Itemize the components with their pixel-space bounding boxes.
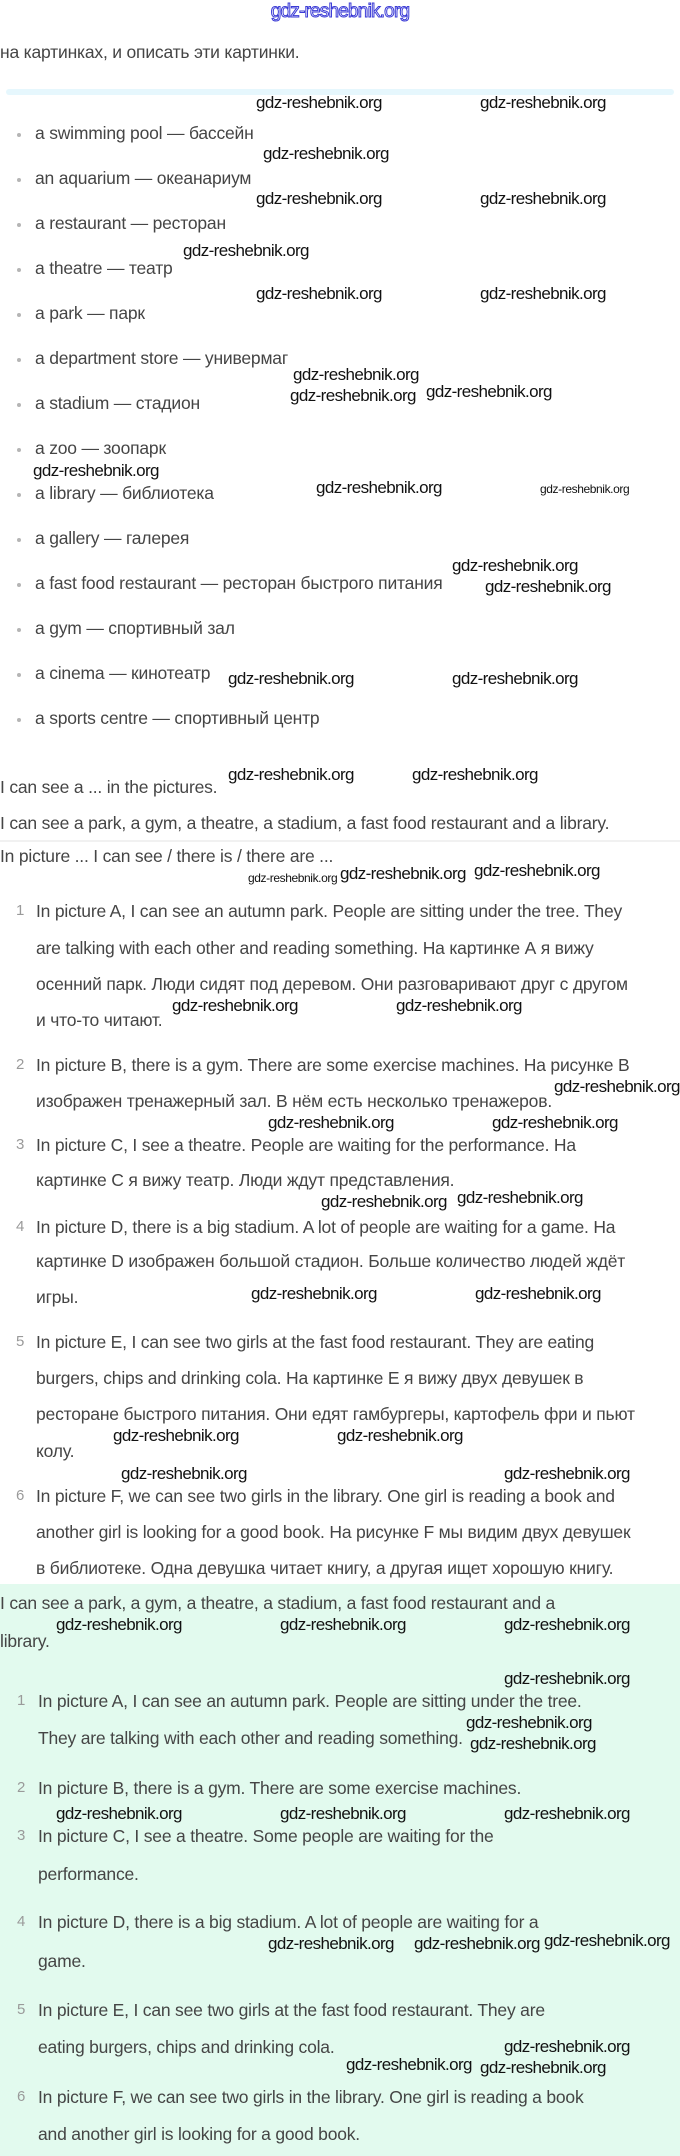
watermark: gdz-reshebnik.org: [280, 1804, 406, 1823]
watermark: gdz-reshebnik.org: [316, 478, 442, 497]
watermark: gdz-reshebnik.org: [256, 93, 382, 112]
vocabulary-item: a library — библиотека: [35, 483, 214, 503]
answer-summary-line: I can see a park, a gym, a theatre, a stadium, a fast food restaurant and a: [0, 1593, 556, 1613]
item-number: 3: [17, 1827, 26, 1844]
bullet-icon: [17, 313, 21, 317]
watermark: gdz-reshebnik.org: [554, 1077, 680, 1096]
task2-item-line: In picture A, I can see an autumn park. People are sitting under the tree. They: [36, 901, 623, 921]
answer-item-line: In picture C, I see a theatre. Some people are waiting for the: [38, 1826, 494, 1846]
watermark: gdz-reshebnik.org: [540, 482, 630, 496]
answer-item-line: In picture B, there is a gym. There are some exercise machines.: [38, 1778, 522, 1798]
item-number: 2: [16, 1056, 25, 1073]
task2-item-line: burgers, chips and drinking cola. На картинке Е я вижу двух девушек в: [36, 1368, 584, 1388]
watermark: gdz-reshebnik.org: [504, 1804, 630, 1823]
item-number: 3: [16, 1136, 25, 1153]
vocabulary-item: a swimming pool — бассейн: [35, 123, 254, 143]
answer-item-line: In picture D, there is a big stadium. A lot of people are waiting for a: [38, 1912, 539, 1932]
bullet-icon: [17, 583, 21, 587]
watermark: gdz-reshebnik.org: [504, 1464, 630, 1483]
watermark: gdz-reshebnik.org: [470, 1734, 596, 1753]
bullet-icon: [17, 403, 21, 407]
watermark: gdz-reshebnik.org: [113, 1426, 239, 1445]
task2-item-line: another girl is looking for a good book. На рисунке F мы видим двух девушек: [36, 1522, 631, 1542]
vocabulary-item: a gym — спортивный зал: [35, 618, 235, 638]
vocabulary-item: a theatre — театр: [35, 258, 173, 278]
intro-text: на картинках, и описать эти картинки.: [0, 42, 300, 62]
answer-summary-line: library.: [0, 1631, 50, 1651]
watermark: gdz-reshebnik.org: [474, 861, 600, 880]
bullet-icon: [17, 223, 21, 227]
watermark: gdz-reshebnik.org: [268, 1934, 394, 1953]
watermark: gdz-reshebnik.org: [544, 1931, 670, 1950]
divider: [0, 840, 680, 842]
watermark: gdz-reshebnik.org: [183, 241, 309, 260]
item-number: 6: [16, 1487, 25, 1504]
watermark: gdz-reshebnik.org: [480, 189, 606, 208]
task2-item-line: картинке D изображен большой стадион. Больше количество людей ждёт: [36, 1251, 626, 1271]
item-number: 4: [17, 1913, 26, 1930]
watermark: gdz-reshebnik.org: [480, 93, 606, 112]
answer-item-line: eating burgers, chips and drinking cola.: [38, 2037, 335, 2057]
watermark: gdz-reshebnik.org: [340, 864, 466, 883]
vocabulary-item: a restaurant — ресторан: [35, 213, 226, 233]
item-number: 6: [17, 2088, 26, 2105]
vocabulary-item: a stadium — стадион: [35, 393, 200, 413]
watermark: gdz-reshebnik.org: [396, 996, 522, 1015]
watermark: gdz-reshebnik.org: [33, 461, 159, 480]
watermark: gdz-reshebnik.org: [268, 1113, 394, 1132]
item-number: 5: [17, 2001, 26, 2018]
watermark: gdz-reshebnik.org: [480, 284, 606, 303]
vocabulary-item: an aquarium — океанариум: [35, 168, 252, 188]
task2-item-line: ресторане быстрого питания. Они едят гамбургеры, картофель фри и пьют: [36, 1404, 635, 1424]
answer-item-line: In picture F, we can see two girls in the library. One girl is reading a book: [38, 2087, 584, 2107]
bullet-icon: [17, 628, 21, 632]
watermark: gdz-reshebnik.org: [426, 382, 552, 401]
task2-item-line: картинке С я вижу театр. Люди ждут представления.: [36, 1170, 455, 1190]
bullet-icon: [17, 673, 21, 677]
watermark: gdz-reshebnik.org: [280, 1615, 406, 1634]
watermark: gdz-reshebnik.org: [492, 1113, 618, 1132]
answer-item-line: They are talking with each other and reading something.: [38, 1728, 463, 1748]
task2-item-line: In picture D, there is a big stadium. A lot of people are waiting for a game. На: [36, 1217, 616, 1237]
vocabulary-item: a gallery — галерея: [35, 528, 190, 548]
task1-prompt: I can see a ... in the pictures.: [0, 777, 218, 797]
vocabulary-item: a fast food restaurant — ресторан быстрого питания: [35, 573, 443, 593]
bullet-icon: [17, 358, 21, 362]
watermark: gdz-reshebnik.org: [56, 1804, 182, 1823]
watermark: gdz-reshebnik.org: [228, 669, 354, 688]
item-number: 1: [17, 1692, 26, 1709]
watermark: gdz-reshebnik.org: [504, 2037, 630, 2056]
answer-item-line: and another girl is looking for a good book.: [38, 2124, 360, 2144]
watermark: gdz-reshebnik.org: [412, 765, 538, 784]
watermark: gdz-reshebnik.org: [414, 1934, 540, 1953]
bullet-icon: [17, 718, 21, 722]
watermark: gdz-reshebnik.org: [251, 1284, 377, 1303]
item-number: 5: [16, 1333, 25, 1350]
watermark: gdz-reshebnik.org: [480, 2058, 606, 2077]
watermark: gdz-reshebnik.org: [321, 1192, 447, 1211]
watermark: gdz-reshebnik.org: [56, 1615, 182, 1634]
bullet-icon: [17, 448, 21, 452]
bullet-icon: [17, 493, 21, 497]
bullet-icon: [17, 538, 21, 542]
task2-item-line: в библиотеке. Одна девушка читает книгу, а другая ищет хорошую книгу.: [36, 1558, 614, 1578]
bullet-icon: [17, 133, 21, 137]
watermark: gdz-reshebnik.org: [337, 1426, 463, 1445]
answer-item-line: In picture E, I can see two girls at the fast food restaurant. They are: [38, 2000, 545, 2020]
watermark: gdz-reshebnik.org: [457, 1188, 583, 1207]
watermark: gdz-reshebnik.org: [504, 1669, 630, 1688]
watermark: gdz-reshebnik.org: [485, 577, 611, 596]
bullet-icon: [17, 178, 21, 182]
task1-answer: I can see a park, a gym, a theatre, a stadium, a fast food restaurant and a library.: [0, 813, 610, 833]
task2-item-line: и что-то читают.: [36, 1010, 163, 1030]
task2-item-line: осенний парк. Люди сидят под деревом. Они разговаривают друг с другом: [36, 974, 628, 994]
watermark: gdz-reshebnik.org: [256, 189, 382, 208]
answer-item-line: performance.: [38, 1864, 139, 1884]
watermark: gdz-reshebnik.org: [228, 765, 354, 784]
vocabulary-item: a department store — универмаг: [35, 348, 289, 368]
watermark: gdz-reshebnik.org: [504, 1615, 630, 1634]
answer-item-line: game.: [38, 1951, 86, 1971]
answer-item-line: In picture A, I can see an autumn park. People are sitting under the tree.: [38, 1691, 582, 1711]
item-number: 2: [17, 1779, 26, 1796]
item-number: 1: [16, 902, 25, 919]
watermark: gdz-reshebnik.org: [466, 1713, 592, 1732]
task2-item-line: In picture E, I can see two girls at the fast food restaurant. They are eating: [36, 1332, 595, 1352]
vocabulary-item: a cinema — кинотеатр: [35, 663, 211, 683]
task2-item-line: are talking with each other and reading something. На картинке А я вижу: [36, 938, 594, 958]
task2-item-line: изображен тренажерный зал. В нём есть несколько тренажеров.: [36, 1091, 552, 1111]
task2-item-line: игры.: [36, 1287, 79, 1307]
watermark: gdz-reshebnik.org: [290, 386, 416, 405]
watermark: gdz-reshebnik.org: [256, 284, 382, 303]
task2-prompt: In picture ... I can see / there is / there are ...: [0, 846, 334, 866]
task2-item-line: In picture B, there is a gym. There are some exercise machines. На рисунке В: [36, 1055, 630, 1075]
watermark: gdz-reshebnik.org: [452, 669, 578, 688]
watermark: gdz-reshebnik.org: [248, 871, 338, 885]
vocabulary-item: a park — парк: [35, 303, 145, 323]
vocabulary-item: a sports centre — спортивный центр: [35, 708, 320, 728]
watermark: gdz-reshebnik.org: [121, 1464, 247, 1483]
watermark: gdz-reshebnik.org: [346, 2055, 472, 2074]
header-watermark: gdz-reshebnik.org: [270, 1, 410, 22]
item-number: 4: [16, 1218, 25, 1235]
watermark: gdz-reshebnik.org: [172, 996, 298, 1015]
bullet-icon: [17, 268, 21, 272]
task2-item-line: In picture F, we can see two girls in the library. One girl is reading a book and: [36, 1486, 615, 1506]
watermark: gdz-reshebnik.org: [452, 556, 578, 575]
watermark: gdz-reshebnik.org: [475, 1284, 601, 1303]
task2-item-line: In picture C, I see a theatre. People are waiting for the performance. На: [36, 1135, 576, 1155]
watermark: gdz-reshebnik.org: [293, 365, 419, 384]
task2-item-line: колу.: [36, 1441, 75, 1461]
vocabulary-item: a zoo — зоопарк: [35, 438, 166, 458]
watermark: gdz-reshebnik.org: [263, 144, 389, 163]
